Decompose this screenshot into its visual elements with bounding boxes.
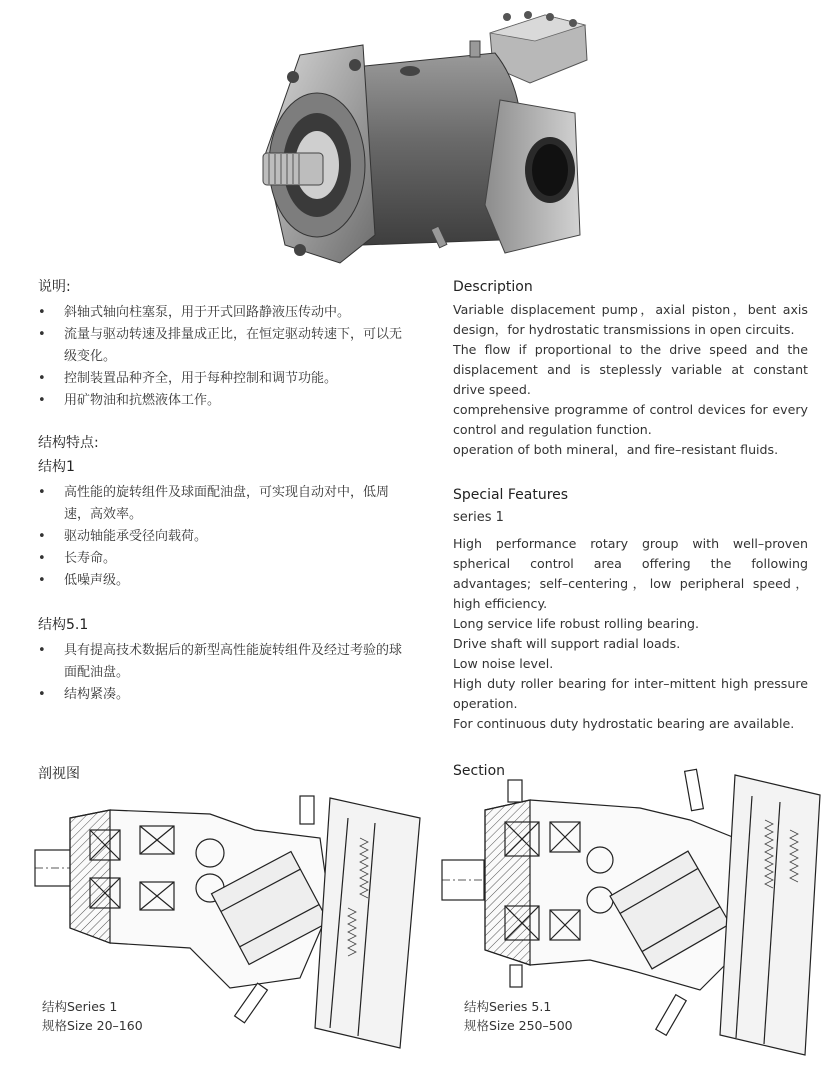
chinese-series1-list	[38, 482, 413, 592]
chinese-description-list	[38, 302, 413, 412]
list-item: • 用矿物油和抗燃液体工作。	[38, 390, 413, 412]
chinese-series51-list	[38, 640, 413, 706]
chinese-series51-title: 结构5.1	[38, 617, 89, 633]
english-paragraph: High performance rotary group with well–proven spherical control area offering the following advantages; self–centering，low peripheral speed，high efficiency.	[453, 536, 808, 611]
chinese-section-title: 剖视图	[38, 766, 80, 782]
series1-caption-line1: 结构Series 1	[42, 999, 118, 1014]
chinese-series1-title: 结构1	[38, 459, 75, 475]
pump-product-image	[245, 5, 600, 267]
series51-caption-line2: 规格Size 250–500	[464, 1018, 573, 1033]
english-features-title: Special Features	[453, 487, 569, 503]
list-item: • 具有提高技术数据后的新型高性能旋转组件及经过考验的球面配油盘。	[38, 640, 413, 684]
english-paragraph: Low noise level.	[453, 656, 554, 671]
series1-caption	[42, 997, 143, 1035]
series1-caption-line2: 规格Size 20–160	[42, 1018, 143, 1033]
series51-caption	[464, 997, 573, 1035]
series51-caption-line1: 结构Series 5.1	[464, 999, 552, 1014]
english-paragraph: comprehensive programme of control devices for every control and regulation function.	[453, 402, 808, 437]
chinese-description-column	[38, 278, 413, 706]
english-description-title: Description	[453, 279, 533, 295]
list-item: • 结构紧凑。	[38, 684, 413, 706]
english-paragraph: For continuous duty hydrostatic bearing are available.	[453, 716, 795, 731]
english-paragraph: Long service life robust rolling bearing.	[453, 616, 700, 631]
list-item: • 高性能的旋转组件及球面配油盘，可实现自动对中，低周速，高效率。	[38, 482, 413, 526]
english-section-title: Section	[453, 763, 506, 779]
english-paragraph: The flow if proportional to the drive speed and the displacement and is steplessly variable at constant drive speed.	[453, 342, 808, 397]
list-item: • 驱动轴能承受径向载荷。	[38, 526, 413, 548]
english-paragraph: Drive shaft will support radial loads.	[453, 636, 681, 651]
english-paragraph: operation of both mineral，and fire–resistant fluids.	[453, 442, 779, 457]
list-item: • 斜轴式轴向柱塞泵，用于开式回路静液压传动中。	[38, 302, 413, 324]
english-description-column	[453, 278, 808, 734]
english-paragraph: Variable displacement pump，axial piston，bent axis design，for hydrostatic transmissions in open circuits.	[453, 302, 808, 337]
english-series1-title: series 1	[453, 510, 504, 525]
list-item: • 长寿命。	[38, 548, 413, 570]
english-paragraph: High duty roller bearing for inter–mittent high pressure operation.	[453, 676, 808, 711]
chinese-description-title: 说明:	[38, 279, 71, 295]
list-item: • 控制装置品种齐全，用于每种控制和调节功能。	[38, 368, 413, 390]
chinese-features-title: 结构特点:	[38, 435, 99, 451]
list-item: • 低噪声级。	[38, 570, 413, 592]
list-item: • 流量与驱动转速及排量成正比，在恒定驱动转速下，可以无级变化。	[38, 324, 413, 368]
